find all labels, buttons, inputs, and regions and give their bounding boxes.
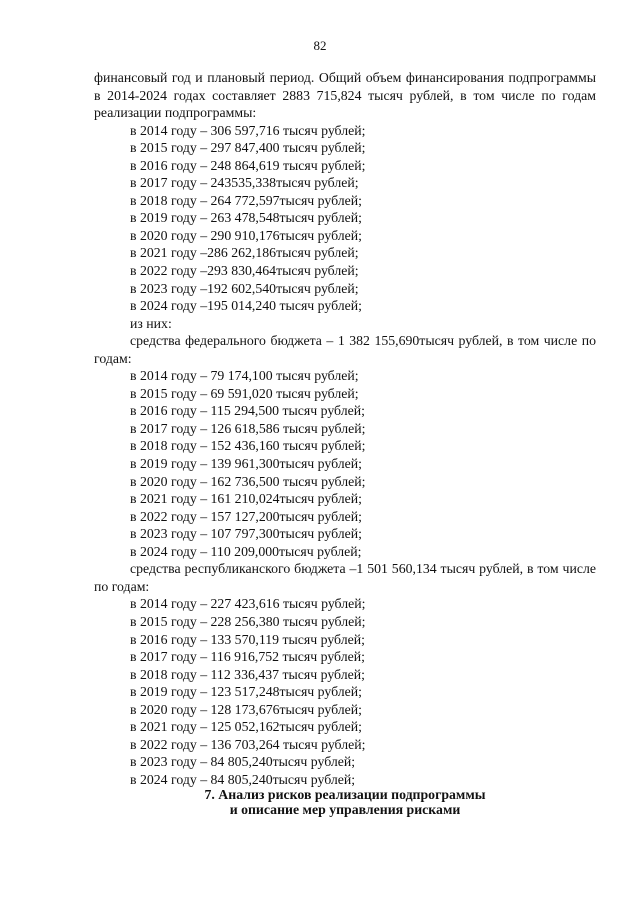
list-item: в 2018 году – 264 772,597тысяч рублей; bbox=[130, 192, 363, 208]
page-number: 82 bbox=[313, 38, 327, 53]
list-item: в 2023 году – 107 797,300тысяч рублей; bbox=[130, 526, 363, 542]
list-item: в 2021 году – 125 052,162тысяч рублей; bbox=[130, 719, 363, 735]
list-item: в 2023 году – 84 805,240тысяч рублей; bbox=[130, 754, 356, 770]
list-item: в 2024 году – 110 209,000тысяч рублей; bbox=[130, 543, 362, 559]
document-body bbox=[94, 69, 596, 788]
of-them-label: из них: bbox=[130, 315, 172, 331]
intro-paragraph: финансовый год и плановый период. Общий объем финансирования подпрограммы в 2014-2024 годах составляет 2883 715,824 тысяч рублей, в том числе по годам реализации подпрограммы: bbox=[94, 70, 596, 121]
list-item: в 2019 году – 263 478,548тысяч рублей; bbox=[130, 210, 363, 226]
list-item: в 2024 году – 84 805,240тысяч рублей; bbox=[130, 771, 356, 787]
list-item: в 2017 году – 116 916,752 тысяч рублей; bbox=[130, 649, 365, 665]
section-heading bbox=[94, 788, 596, 817]
list-item: в 2015 году – 228 256,380 тысяч рублей; bbox=[130, 613, 366, 629]
list-item: в 2018 году – 112 336,437 тысяч рублей; bbox=[130, 666, 365, 682]
section-heading-line-2: и описание мер управления рисками bbox=[229, 801, 461, 817]
list-item: в 2024 году –195 014,240 тысяч рублей; bbox=[130, 298, 363, 314]
list-item: в 2020 году – 162 736,500 тысяч рублей; bbox=[130, 473, 366, 489]
list-item: в 2021 году –286 262,186тысяч рублей; bbox=[130, 245, 359, 261]
list-item: в 2014 году – 227 423,616 тысяч рублей; bbox=[130, 596, 366, 612]
list-item: в 2022 году –293 830,464тысяч рублей; bbox=[130, 263, 359, 279]
list-item: в 2020 году – 290 910,176тысяч рублей; bbox=[130, 227, 363, 243]
list-item: в 2022 году – 136 703,264 тысяч рублей; bbox=[130, 736, 366, 752]
republic-by-year-list bbox=[94, 595, 596, 788]
list-item: в 2020 году – 128 173,676тысяч рублей; bbox=[130, 701, 363, 717]
federal-budget-paragraph: средства федерального бюджета – 1 382 155,690тысяч рублей, в том числе по годам: bbox=[94, 333, 596, 366]
list-item: в 2019 году – 139 961,300тысяч рублей; bbox=[130, 456, 363, 472]
list-item: в 2022 году – 157 127,200тысяч рублей; bbox=[130, 508, 363, 524]
list-item: в 2014 году – 79 174,100 тысяч рублей; bbox=[130, 368, 359, 384]
list-item: в 2016 году – 115 294,500 тысяч рублей; bbox=[130, 403, 365, 419]
list-item: в 2015 году – 297 847,400 тысяч рублей; bbox=[130, 140, 366, 156]
list-item: в 2015 году – 69 591,020 тысяч рублей; bbox=[130, 385, 359, 401]
list-item: в 2016 году – 133 570,119 тысяч рублей; bbox=[130, 631, 365, 647]
section-heading-line-1: 7. Анализ рисков реализации подпрограммы bbox=[204, 787, 486, 802]
republic-budget-paragraph: средства республиканского бюджета –1 501 560,134 тысяч рублей, в том числе по годам: bbox=[94, 561, 596, 594]
federal-by-year-list bbox=[94, 367, 596, 560]
list-item: в 2017 году – 126 618,586 тысяч рублей; bbox=[130, 420, 366, 436]
list-item: в 2014 году – 306 597,716 тысяч рублей; bbox=[130, 122, 366, 138]
list-item: в 2017 году – 243535,338тысяч рублей; bbox=[130, 175, 359, 191]
list-item: в 2019 году – 123 517,248тысяч рублей; bbox=[130, 684, 363, 700]
list-item: в 2021 году – 161 210,024тысяч рублей; bbox=[130, 491, 363, 507]
total-by-year-list bbox=[94, 122, 596, 315]
list-item: в 2016 году – 248 864,619 тысяч рублей; bbox=[130, 157, 366, 173]
list-item: в 2018 году – 152 436,160 тысяч рублей; bbox=[130, 438, 366, 454]
list-item: в 2023 году –192 602,540тысяч рублей; bbox=[130, 280, 359, 296]
